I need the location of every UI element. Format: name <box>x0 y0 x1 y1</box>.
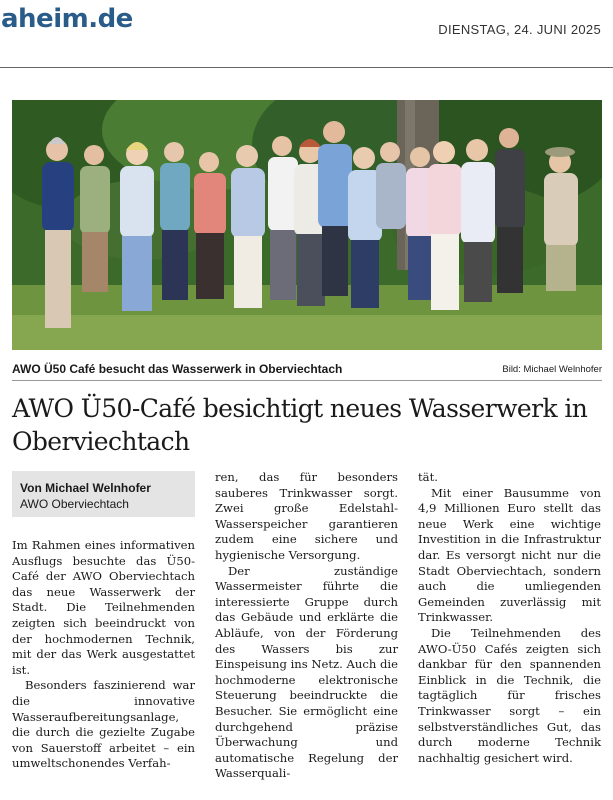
author-organization: AWO Oberviechtach <box>20 497 129 511</box>
byline-box <box>12 471 195 517</box>
article-column-2 <box>215 470 398 782</box>
paragraph: Die Teilnehmenden des AWO-Ü50 Cafés zeigten sich dankbar für den spannenden Einblick in die Technik, die tagtäglich für frisches Trinkwasser sorgt – ein selbstverständliches Gut, das durch moderne Technik nachhaltig gesichert wird. <box>418 625 601 765</box>
photo-caption: AWO Ü50 Café besucht das Wasserwerk in Oberviechtach <box>12 362 343 376</box>
masthead-divider <box>0 67 613 68</box>
site-logo[interactable]: aheim.de <box>1 4 133 34</box>
paragraph: Der zuständige Wassermeister führte die interessierte Gruppe durch das Gebäude und erklärte die Abläufe, von der Förderung des Wassers bis zur Einspeisung ins Netz. Auch die hochmoderne elektronische Steuerung beeindruckte die Besucher. Sie ermöglicht eine durchgehend präzise Überwachung und automatische Regelung der Wasserquali- <box>215 563 398 781</box>
paragraph: Mit einer Bausumme von 4,9 Millionen Euro stellt das neue Werk eine wichtige Investition in die Infrastruktur dar. Es versorgt nicht nur die Stadt Oberviechtach, sondern auch die umliegenden Gemeinden zuverlässig mit Trinkwasser. <box>418 485 601 625</box>
group-photo-illustration <box>12 100 602 350</box>
paragraph: Im Rahmen eines informativen Ausflugs besuchte das Ü50-Café der AWO Oberviechtach das neue Wasserwerk der Stadt. Die Teilnehmenden zeigten sich beeindruckt von der hochmodernen Technik, mit der das Werk ausgestattet ist. <box>12 538 195 677</box>
article-photo <box>12 100 602 350</box>
author-name: Von Michael Welnhofer <box>20 481 151 495</box>
paragraph: tät. <box>418 470 438 484</box>
issue-date: DIENSTAG, 24. JUNI 2025 <box>438 22 601 37</box>
masthead <box>0 0 613 70</box>
article-headline: AWO Ü50-Café besichtigt neues Wasserwerk in Oberviechtach <box>12 394 588 456</box>
paragraph: Besonders faszinierend war die innovative Wasseraufbereitungsanlage, die durch die gezielte Zugabe von Sauerstoff arbeitet – ein umweltschonendes Verfah- <box>12 678 195 771</box>
article-column-1 <box>12 538 195 772</box>
article-column-3 <box>418 470 601 766</box>
photo-credit: Bild: Michael Welnhofer <box>502 364 602 375</box>
paragraph: ren, das für besonders sauberes Trinkwasser sorgt. Zwei große Edelstahl-Wasserspeicher garantieren zudem eine sichere und hygienische Versorgung. <box>215 470 398 562</box>
photo-caption-row <box>12 360 602 381</box>
